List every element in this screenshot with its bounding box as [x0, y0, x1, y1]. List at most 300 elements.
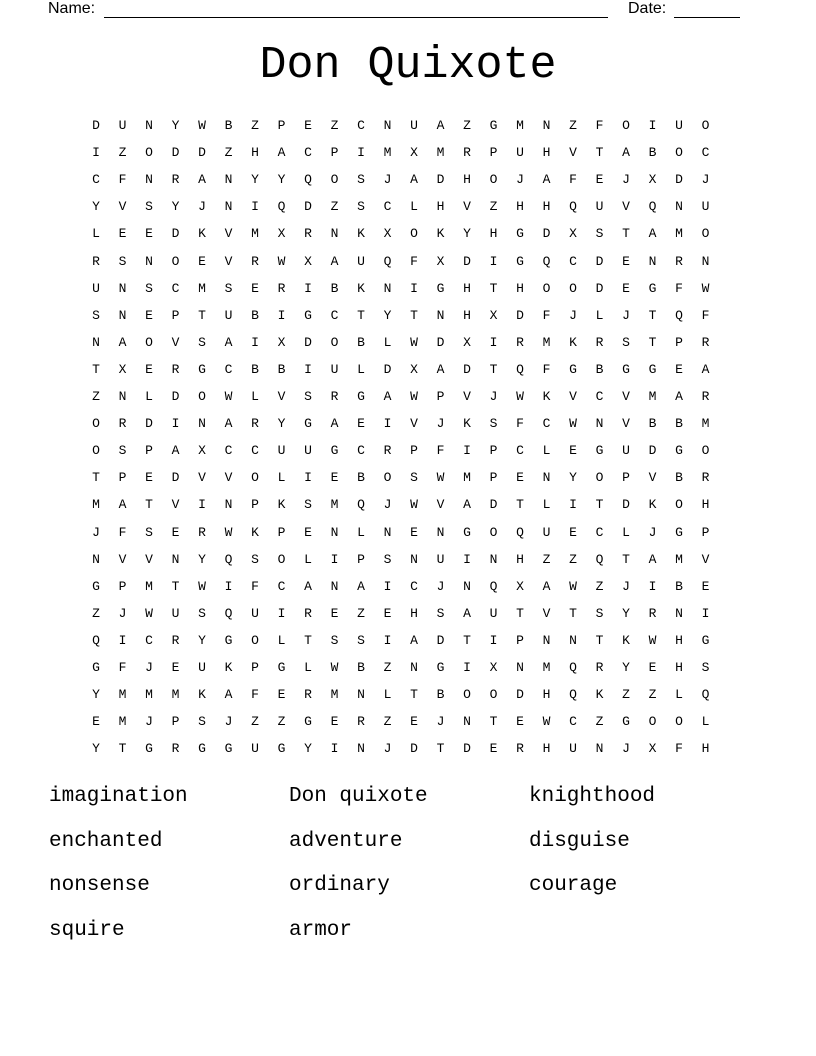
grid-letter[interactable]: I	[383, 416, 392, 432]
grid-letter[interactable]: J	[145, 660, 153, 675]
grid-letter[interactable]: T	[622, 551, 630, 567]
grid-letter[interactable]: G	[675, 443, 683, 459]
grid-letter[interactable]: X	[489, 660, 498, 675]
grid-letter[interactable]: Z	[357, 605, 365, 621]
grid-letter[interactable]: T	[595, 497, 604, 513]
grid-letter[interactable]: D	[92, 118, 100, 133]
grid-letter[interactable]: J	[569, 307, 577, 323]
grid-letter[interactable]: E	[648, 660, 657, 675]
grid-letter[interactable]: Y	[198, 551, 206, 567]
grid-letter[interactable]: D	[463, 741, 471, 757]
grid-letter[interactable]: T	[92, 470, 100, 486]
grid-letter[interactable]: E	[622, 253, 630, 269]
grid-letter[interactable]: R	[304, 687, 312, 703]
grid-letter[interactable]: W	[648, 632, 657, 648]
grid-letter[interactable]: O	[675, 714, 683, 730]
grid-letter[interactable]: V	[277, 389, 286, 404]
grid-letter[interactable]: T	[118, 741, 127, 757]
grid-letter[interactable]: R	[675, 253, 683, 269]
grid-letter[interactable]: G	[198, 741, 206, 757]
grid-letter[interactable]: G	[92, 578, 100, 594]
grid-letter[interactable]: G	[595, 443, 604, 459]
grid-letter[interactable]: Q	[569, 660, 577, 675]
grid-letter[interactable]: B	[357, 470, 365, 486]
grid-letter[interactable]: P	[145, 443, 153, 459]
grid-letter[interactable]: S	[304, 497, 312, 513]
grid-letter[interactable]: I	[648, 578, 657, 594]
date-line[interactable]	[674, 17, 740, 18]
grid-letter[interactable]: O	[489, 687, 498, 703]
grid-letter[interactable]: L	[542, 497, 551, 513]
grid-letter[interactable]: X	[383, 226, 392, 242]
grid-letter[interactable]: V	[198, 470, 206, 486]
grid-letter[interactable]: D	[171, 145, 180, 161]
grid-letter[interactable]: E	[675, 361, 683, 377]
grid-letter[interactable]: C	[410, 578, 418, 594]
grid-letter[interactable]: O	[145, 334, 153, 350]
grid-letter[interactable]: T	[198, 307, 206, 323]
grid-letter[interactable]: N	[542, 470, 551, 486]
grid-letter[interactable]: R	[171, 172, 180, 188]
grid-letter[interactable]: N	[595, 416, 604, 432]
grid-letter[interactable]: C	[251, 443, 259, 459]
grid-letter[interactable]: A	[701, 361, 710, 377]
grid-letter[interactable]: Q	[569, 199, 577, 215]
grid-letter[interactable]: L	[251, 389, 259, 404]
grid-letter[interactable]: S	[198, 714, 206, 730]
grid-letter[interactable]: J	[622, 578, 630, 594]
grid-letter[interactable]: C	[542, 416, 551, 432]
grid-letter[interactable]: Q	[224, 551, 233, 567]
grid-letter[interactable]: C	[569, 253, 577, 269]
grid-letter[interactable]: Z	[277, 714, 286, 730]
grid-letter[interactable]: Z	[595, 578, 604, 594]
grid-letter[interactable]: D	[489, 497, 498, 513]
grid-letter[interactable]: R	[118, 416, 127, 432]
grid-letter[interactable]: B	[675, 470, 683, 486]
grid-letter[interactable]: J	[224, 714, 233, 730]
grid-letter[interactable]: U	[622, 443, 630, 459]
grid-letter[interactable]: N	[92, 334, 100, 350]
grid-letter[interactable]: N	[330, 524, 339, 540]
grid-letter[interactable]: X	[569, 226, 577, 242]
grid-letter[interactable]: L	[304, 660, 312, 675]
grid-letter[interactable]: N	[410, 660, 418, 675]
grid-letter[interactable]: X	[648, 741, 657, 757]
grid-letter[interactable]: K	[224, 660, 233, 675]
grid-letter[interactable]: E	[357, 416, 365, 432]
grid-letter[interactable]: O	[648, 714, 657, 730]
grid-letter[interactable]: B	[595, 361, 604, 377]
grid-letter[interactable]: Y	[92, 741, 100, 757]
grid-letter[interactable]: S	[118, 443, 127, 459]
grid-letter[interactable]: F	[118, 172, 127, 188]
grid-letter[interactable]: R	[251, 253, 259, 269]
grid-letter[interactable]: H	[516, 280, 524, 296]
grid-letter[interactable]: N	[675, 605, 683, 621]
grid-letter[interactable]: S	[118, 253, 127, 269]
grid-letter[interactable]: A	[198, 172, 206, 188]
grid-letter[interactable]: A	[224, 687, 233, 703]
grid-letter[interactable]: Y	[622, 605, 630, 621]
grid-letter[interactable]: P	[489, 470, 498, 486]
grid-letter[interactable]: D	[516, 307, 524, 323]
grid-letter[interactable]: I	[463, 443, 471, 459]
grid-letter[interactable]: A	[277, 145, 286, 161]
grid-letter[interactable]: I	[330, 741, 339, 757]
grid-letter[interactable]: P	[118, 470, 127, 486]
grid-letter[interactable]: U	[92, 280, 100, 296]
grid-letter[interactable]: R	[251, 416, 259, 432]
grid-letter[interactable]: D	[542, 226, 551, 242]
grid-letter[interactable]: I	[569, 497, 577, 513]
grid-letter[interactable]: O	[701, 226, 710, 242]
grid-letter[interactable]: T	[489, 714, 498, 730]
grid-letter[interactable]: V	[410, 416, 418, 432]
grid-letter[interactable]: S	[145, 199, 153, 215]
grid-letter[interactable]: D	[622, 497, 630, 513]
grid-letter[interactable]: E	[118, 226, 127, 242]
grid-letter[interactable]: G	[436, 280, 445, 296]
grid-letter[interactable]: M	[648, 389, 657, 404]
grid-letter[interactable]: Z	[118, 145, 127, 161]
grid-letter[interactable]: K	[648, 497, 657, 513]
grid-letter[interactable]: S	[622, 334, 630, 350]
grid-letter[interactable]: A	[436, 361, 445, 377]
grid-letter[interactable]: A	[304, 578, 312, 594]
grid-letter[interactable]: N	[648, 253, 657, 269]
grid-letter[interactable]: E	[516, 470, 524, 486]
grid-letter[interactable]: D	[595, 253, 604, 269]
grid-letter[interactable]: N	[171, 551, 180, 567]
grid-letter[interactable]: T	[595, 145, 604, 161]
grid-letter[interactable]: I	[92, 145, 100, 161]
grid-letter[interactable]: N	[224, 497, 233, 513]
grid-letter[interactable]: S	[198, 334, 206, 350]
grid-letter[interactable]: J	[92, 524, 100, 540]
grid-letter[interactable]: S	[145, 524, 153, 540]
grid-letter[interactable]: P	[277, 118, 286, 133]
grid-letter[interactable]: H	[675, 632, 683, 648]
grid-letter[interactable]: C	[92, 172, 100, 188]
grid-letter[interactable]: A	[171, 443, 180, 459]
grid-letter[interactable]: G	[304, 416, 312, 432]
grid-letter[interactable]: F	[251, 578, 259, 594]
grid-letter[interactable]: V	[648, 470, 657, 486]
grid-letter[interactable]: B	[357, 660, 365, 675]
grid-letter[interactable]: C	[330, 307, 339, 323]
grid-letter[interactable]: D	[171, 389, 180, 404]
grid-letter[interactable]: S	[330, 632, 339, 648]
grid-letter[interactable]: I	[489, 334, 498, 350]
grid-letter[interactable]: X	[410, 361, 418, 377]
grid-letter[interactable]: D	[436, 334, 445, 350]
grid-letter[interactable]: U	[277, 443, 286, 459]
grid-letter[interactable]: S	[251, 551, 259, 567]
grid-letter[interactable]: Y	[463, 226, 471, 242]
grid-letter[interactable]: S	[489, 416, 498, 432]
grid-letter[interactable]: A	[118, 497, 127, 513]
grid-letter[interactable]: D	[304, 199, 312, 215]
grid-letter[interactable]: E	[595, 172, 604, 188]
grid-letter[interactable]: P	[436, 389, 445, 404]
grid-letter[interactable]: M	[251, 226, 259, 242]
grid-letter[interactable]: Z	[595, 714, 604, 730]
grid-letter[interactable]: J	[701, 172, 710, 188]
grid-letter[interactable]: J	[383, 497, 392, 513]
grid-letter[interactable]: R	[701, 334, 710, 350]
grid-letter[interactable]: N	[569, 632, 577, 648]
grid-letter[interactable]: U	[198, 660, 206, 675]
grid-letter[interactable]: I	[277, 307, 286, 323]
grid-letter[interactable]: M	[463, 470, 471, 486]
grid-letter[interactable]: W	[145, 605, 153, 621]
grid-letter[interactable]: Q	[675, 307, 683, 323]
grid-letter[interactable]: S	[145, 280, 153, 296]
grid-letter[interactable]: A	[330, 416, 339, 432]
grid-letter[interactable]: V	[171, 334, 180, 350]
grid-letter[interactable]: K	[251, 524, 259, 540]
grid-letter[interactable]: T	[489, 361, 498, 377]
grid-letter[interactable]: K	[198, 687, 206, 703]
grid-letter[interactable]: L	[622, 524, 630, 540]
grid-letter[interactable]: J	[383, 172, 392, 188]
grid-letter[interactable]: K	[595, 687, 604, 703]
grid-letter[interactable]: E	[516, 714, 524, 730]
grid-letter[interactable]: P	[410, 443, 418, 459]
grid-letter[interactable]: V	[436, 497, 445, 513]
grid-letter[interactable]: K	[436, 226, 445, 242]
grid-letter[interactable]: N	[410, 551, 418, 567]
grid-letter[interactable]: V	[224, 470, 233, 486]
grid-letter[interactable]: D	[463, 253, 471, 269]
grid-letter[interactable]: J	[516, 172, 524, 188]
grid-letter[interactable]: L	[357, 524, 365, 540]
grid-letter[interactable]: K	[542, 389, 551, 404]
grid-letter[interactable]: H	[463, 280, 471, 296]
grid-letter[interactable]: O	[542, 280, 551, 296]
grid-letter[interactable]: O	[675, 497, 683, 513]
grid-letter[interactable]: E	[277, 687, 286, 703]
grid-letter[interactable]: Z	[489, 199, 498, 215]
grid-letter[interactable]: N	[224, 199, 233, 215]
grid-letter[interactable]: U	[675, 118, 683, 133]
grid-letter[interactable]: O	[251, 470, 259, 486]
grid-letter[interactable]: B	[648, 145, 657, 161]
grid-letter[interactable]: Q	[304, 172, 312, 188]
grid-letter[interactable]: W	[330, 660, 339, 675]
grid-letter[interactable]: R	[171, 741, 180, 757]
grid-letter[interactable]: A	[118, 334, 127, 350]
grid-letter[interactable]: E	[410, 524, 418, 540]
grid-letter[interactable]: M	[145, 578, 153, 594]
grid-letter[interactable]: D	[171, 470, 180, 486]
grid-letter[interactable]: C	[224, 361, 233, 377]
grid-letter[interactable]: H	[489, 226, 498, 242]
grid-letter[interactable]: G	[463, 524, 471, 540]
grid-letter[interactable]: T	[463, 632, 471, 648]
grid-letter[interactable]: R	[648, 605, 657, 621]
grid-letter[interactable]: O	[569, 280, 577, 296]
grid-letter[interactable]: M	[436, 145, 445, 161]
grid-letter[interactable]: N	[224, 172, 233, 188]
grid-letter[interactable]: J	[145, 714, 153, 730]
grid-letter[interactable]: E	[410, 714, 418, 730]
grid-letter[interactable]: G	[436, 660, 445, 675]
grid-letter[interactable]: A	[436, 118, 445, 133]
grid-letter[interactable]: R	[171, 632, 180, 648]
grid-letter[interactable]: F	[118, 660, 127, 675]
grid-letter[interactable]: X	[198, 443, 206, 459]
grid-letter[interactable]: J	[198, 199, 206, 215]
grid-letter[interactable]: I	[383, 578, 392, 594]
grid-letter[interactable]: K	[277, 497, 286, 513]
grid-letter[interactable]: N	[357, 741, 365, 757]
grid-letter[interactable]: V	[463, 199, 471, 215]
grid-letter[interactable]: T	[145, 497, 153, 513]
grid-letter[interactable]: D	[675, 172, 683, 188]
grid-letter[interactable]: V	[569, 145, 577, 161]
grid-letter[interactable]: U	[330, 361, 339, 377]
grid-letter[interactable]: W	[701, 280, 710, 296]
grid-letter[interactable]: D	[145, 416, 153, 432]
grid-letter[interactable]: B	[251, 361, 259, 377]
grid-letter[interactable]: Y	[383, 307, 392, 323]
grid-letter[interactable]: T	[622, 226, 630, 242]
grid-letter[interactable]: F	[701, 307, 710, 323]
grid-letter[interactable]: C	[569, 714, 577, 730]
grid-letter[interactable]: I	[410, 280, 418, 296]
grid-letter[interactable]: F	[675, 741, 683, 757]
grid-letter[interactable]: H	[516, 199, 524, 215]
grid-letter[interactable]: P	[251, 660, 259, 675]
grid-letter[interactable]: Z	[648, 687, 657, 703]
grid-letter[interactable]: N	[145, 253, 153, 269]
grid-letter[interactable]: Q	[701, 687, 710, 703]
grid-letter[interactable]: P	[622, 470, 630, 486]
grid-letter[interactable]: L	[357, 361, 365, 377]
grid-letter[interactable]: U	[171, 605, 180, 621]
grid-letter[interactable]: M	[542, 660, 551, 675]
grid-letter[interactable]: D	[383, 361, 392, 377]
grid-letter[interactable]: P	[330, 145, 339, 161]
grid-letter[interactable]: V	[224, 226, 233, 242]
grid-letter[interactable]: R	[595, 660, 604, 675]
grid-letter[interactable]: P	[701, 524, 710, 540]
grid-letter[interactable]: A	[542, 172, 551, 188]
grid-letter[interactable]: F	[251, 687, 259, 703]
grid-letter[interactable]: L	[277, 632, 286, 648]
grid-letter[interactable]: F	[595, 118, 604, 133]
grid-letter[interactable]: I	[463, 551, 471, 567]
grid-letter[interactable]: U	[595, 199, 604, 215]
grid-letter[interactable]: I	[277, 605, 286, 621]
grid-letter[interactable]: E	[622, 280, 630, 296]
grid-letter[interactable]: H	[542, 199, 551, 215]
grid-letter[interactable]: D	[648, 443, 657, 459]
grid-letter[interactable]: K	[198, 226, 206, 242]
grid-letter[interactable]: Z	[383, 660, 392, 675]
grid-letter[interactable]: G	[569, 361, 577, 377]
grid-letter[interactable]: E	[198, 253, 206, 269]
grid-letter[interactable]: Q	[516, 361, 524, 377]
grid-letter[interactable]: E	[330, 605, 339, 621]
grid-letter[interactable]: S	[304, 389, 312, 404]
grid-letter[interactable]: Q	[224, 605, 233, 621]
grid-letter[interactable]: S	[701, 660, 710, 675]
grid-letter[interactable]: T	[648, 307, 657, 323]
grid-letter[interactable]: S	[357, 632, 365, 648]
grid-letter[interactable]: I	[198, 497, 206, 513]
grid-letter[interactable]: B	[277, 361, 286, 377]
grid-letter[interactable]: H	[542, 687, 551, 703]
grid-letter[interactable]: V	[145, 551, 153, 567]
grid-letter[interactable]: O	[410, 226, 418, 242]
grid-letter[interactable]: J	[118, 605, 127, 621]
grid-letter[interactable]: B	[224, 118, 233, 133]
grid-letter[interactable]: H	[463, 307, 471, 323]
grid-letter[interactable]: X	[277, 334, 286, 350]
grid-letter[interactable]: V	[171, 497, 180, 513]
grid-letter[interactable]: V	[118, 199, 127, 215]
grid-letter[interactable]: R	[701, 389, 710, 404]
grid-letter[interactable]: B	[251, 307, 259, 323]
grid-letter[interactable]: N	[701, 253, 710, 269]
grid-letter[interactable]: G	[277, 741, 286, 757]
grid-letter[interactable]: L	[383, 334, 392, 350]
grid-letter[interactable]: M	[516, 118, 524, 133]
grid-letter[interactable]: T	[595, 632, 604, 648]
grid-letter[interactable]: M	[330, 687, 339, 703]
grid-letter[interactable]: E	[569, 524, 577, 540]
grid-letter[interactable]: D	[436, 172, 445, 188]
grid-letter[interactable]: R	[92, 253, 100, 269]
grid-letter[interactable]: Z	[330, 199, 339, 215]
grid-letter[interactable]: U	[516, 145, 524, 161]
grid-letter[interactable]: F	[542, 307, 551, 323]
grid-letter[interactable]: C	[357, 118, 365, 133]
grid-letter[interactable]: T	[357, 307, 365, 323]
grid-letter[interactable]: J	[436, 578, 445, 594]
grid-letter[interactable]: S	[357, 199, 365, 215]
grid-letter[interactable]: G	[489, 118, 498, 133]
grid-letter[interactable]: S	[595, 605, 604, 621]
grid-letter[interactable]: R	[595, 334, 604, 350]
grid-letter[interactable]: O	[92, 416, 100, 432]
grid-letter[interactable]: G	[516, 226, 524, 242]
grid-letter[interactable]: S	[436, 605, 445, 621]
grid-letter[interactable]: N	[463, 714, 471, 730]
grid-letter[interactable]: I	[304, 470, 312, 486]
grid-letter[interactable]: V	[622, 199, 630, 215]
grid-letter[interactable]: I	[383, 632, 392, 648]
grid-letter[interactable]: H	[463, 172, 471, 188]
grid-letter[interactable]: T	[92, 361, 100, 377]
grid-letter[interactable]: Z	[383, 714, 392, 730]
grid-letter[interactable]: I	[304, 361, 312, 377]
grid-letter[interactable]: M	[383, 145, 392, 161]
grid-letter[interactable]: G	[92, 660, 100, 675]
grid-letter[interactable]: N	[357, 687, 365, 703]
grid-letter[interactable]: A	[330, 253, 339, 269]
grid-letter[interactable]: L	[304, 551, 312, 567]
grid-letter[interactable]: D	[304, 334, 312, 350]
grid-letter[interactable]: X	[436, 253, 445, 269]
grid-letter[interactable]: H	[436, 199, 445, 215]
grid-letter[interactable]: Q	[542, 253, 551, 269]
grid-letter[interactable]: O	[675, 145, 683, 161]
grid-letter[interactable]: A	[357, 578, 365, 594]
